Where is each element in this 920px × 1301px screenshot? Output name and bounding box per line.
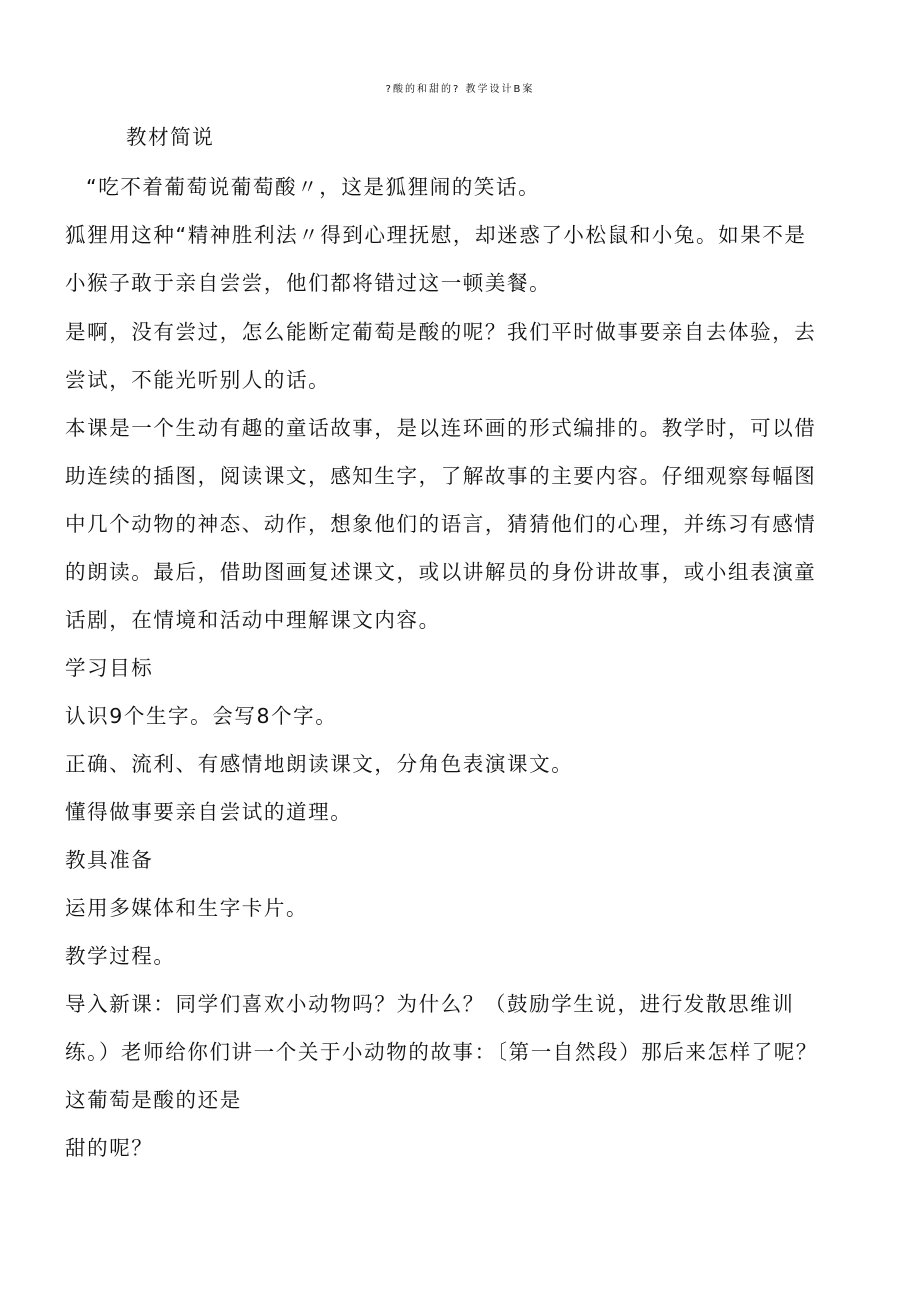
- paragraph-line: 中几个动物的神态、动作，想象他们的语言，猜猜他们的心理，并练习有感情: [65, 512, 817, 536]
- section-heading-learning-goals: 学习目标: [65, 656, 154, 680]
- list-item: 懂得做事要亲自尝试的道理。: [65, 800, 353, 824]
- list-item: 认识9个生字。会写8个字。: [65, 704, 338, 728]
- paragraph-line: 尝试，不能光听别人的话。: [65, 368, 331, 392]
- paragraph-line: 甜的呢？: [65, 1136, 154, 1160]
- paragraph-line: 导入新课：同学们喜欢小动物吗？为什么？（鼓励学生说，进行发散思维训: [65, 992, 795, 1016]
- paragraph-line: “吃不着葡萄说葡萄酸〃，这是狐狸闹的笑话。: [86, 175, 541, 199]
- section-heading-textbook-overview: 教材简说: [126, 125, 215, 149]
- paragraph-line: 是啊，没有尝过，怎么能断定葡萄是酸的呢？我们平时做事要亲自去体验，去: [65, 320, 817, 344]
- section-heading-teaching-process: 教学过程。: [65, 944, 176, 968]
- paragraph-line: 小猴子敢于亲自尝尝，他们都将错过这一顿美餐。: [65, 271, 552, 295]
- paragraph-line: 话剧，在情境和活动中理解课文内容。: [65, 608, 441, 632]
- paragraph-line: 本课是一个生动有趣的童话故事，是以连环画的形式编排的。教学时，可以借: [65, 416, 817, 440]
- list-item: 正确、流利、有感情地朗读课文，分角色表演课文。: [65, 752, 574, 776]
- paragraph-line: 狐狸用这种“精神胜利法〃得到心理抚慰，却迷惑了小松鼠和小兔。如果不是: [65, 223, 807, 247]
- section-heading-teaching-aids: 教具准备: [65, 848, 154, 872]
- paragraph-line: 这葡萄是酸的还是: [65, 1088, 242, 1112]
- document-title: ?酸的和甜的? 教学设计B案: [385, 84, 535, 95]
- paragraph-line: 练。）老师给你们讲一个关于小动物的故事：〔第一自然段）那后来怎样了呢？: [65, 1040, 818, 1064]
- paragraph-line: 的朗读。最后，借助图画复述课文，或以讲解员的身份讲故事，或小组表演童: [65, 560, 817, 584]
- paragraph-line: 助连续的插图，阅读课文，感知生字，了解故事的主要内容。仔细观察每幅图: [65, 464, 817, 488]
- paragraph-line: 运用多媒体和生字卡片。: [65, 896, 309, 920]
